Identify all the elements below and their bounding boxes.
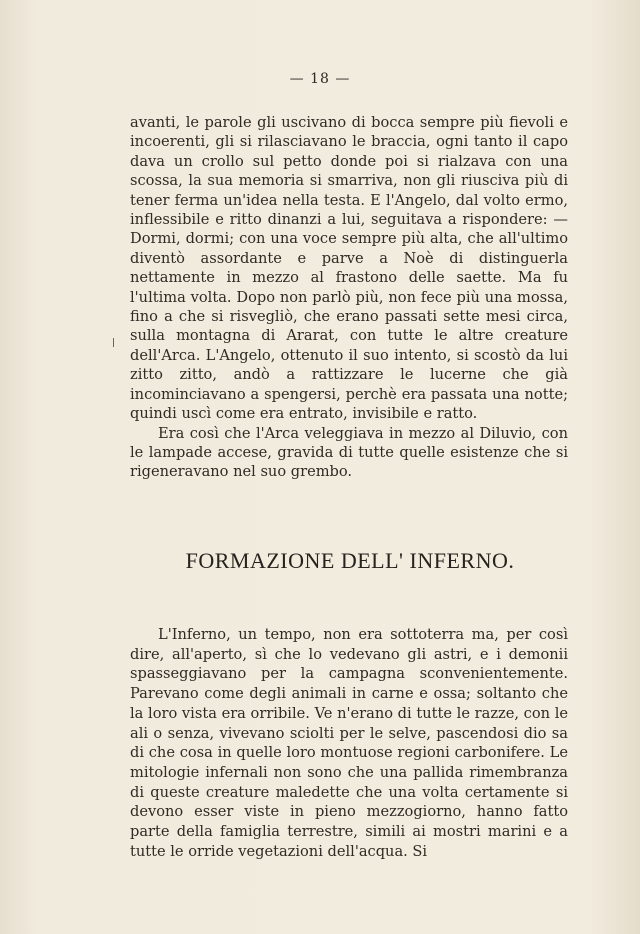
margin-mark <box>113 338 114 347</box>
section-title: FORMAZIONE DELL' INFERNO. <box>185 548 515 573</box>
paragraph: Era così che l'Arca veleggiava in mezzo al Diluvio, con le lampade accese, gravida di tutte quelle esistenze che si rigeneravano nel suo grembo. <box>130 424 568 481</box>
paragraph: L'Inferno, un tempo, non era sottoterra ma, per così dire, all'aperto, sì che lo vedevano gli astri, e i demonii spasseggiavano per la campagna sconvenientemente. Parevano come degli animali in carne e ossa; soltanto che la loro vista era orribile. Ve n'erano di tutte le razze, con le ali o senza, vivevano sciolti per le selve, pascendosi dio sa di che cosa in quelle loro montuose regioni carbonifere. Le mitologie infernali non sono che una pallida rimembranza di queste creature maledette che una volta certamente si devono esser viste in pieno mezzogiorno, hanno fatto parte della famiglia terrestre, simili ai mostri marini e a tutte le orride vegetazioni dell'acqua. Si <box>130 626 568 860</box>
paragraph: avanti, le parole gli uscivano di bocca sempre più fievoli e incoerenti, gli si rilasciavano le braccia, ogni tanto il capo dava un crollo sul petto donde poi si rialzava con una scossa, la sua memoria si smarriva, non gli riusciva più di tener ferma un'idea nella testa. E l'Angelo, dal volto ermo, inflessibile e ritto dinanzi a lui, seguitava a rispondere: — Dormi, dormi; con una voce sempre più alta, che all'ultimo diventò assordante e parve a Noè di distinguerla nettamente in mezzo al frastono delle saette. Ma fu l'ultima volta. Dopo non parlò più, non fece più una mossa, fino a che si risvegliò, che erano passati sette mesi circa, sulla montagna di Ararat, con tutte le altre creature dell'Arca. L'Angelo, ottenuto il suo intento, si scostò da lui zitto zitto, andò a rattizzare le lucerne che già incominciavano a spengersi, perchè era passata una notte; quindi uscì come era entrato, invisibile e ratto. <box>130 114 568 423</box>
section-text <box>130 625 568 861</box>
chapter-end-text <box>130 113 568 482</box>
page-number: — 18 — <box>289 71 351 87</box>
